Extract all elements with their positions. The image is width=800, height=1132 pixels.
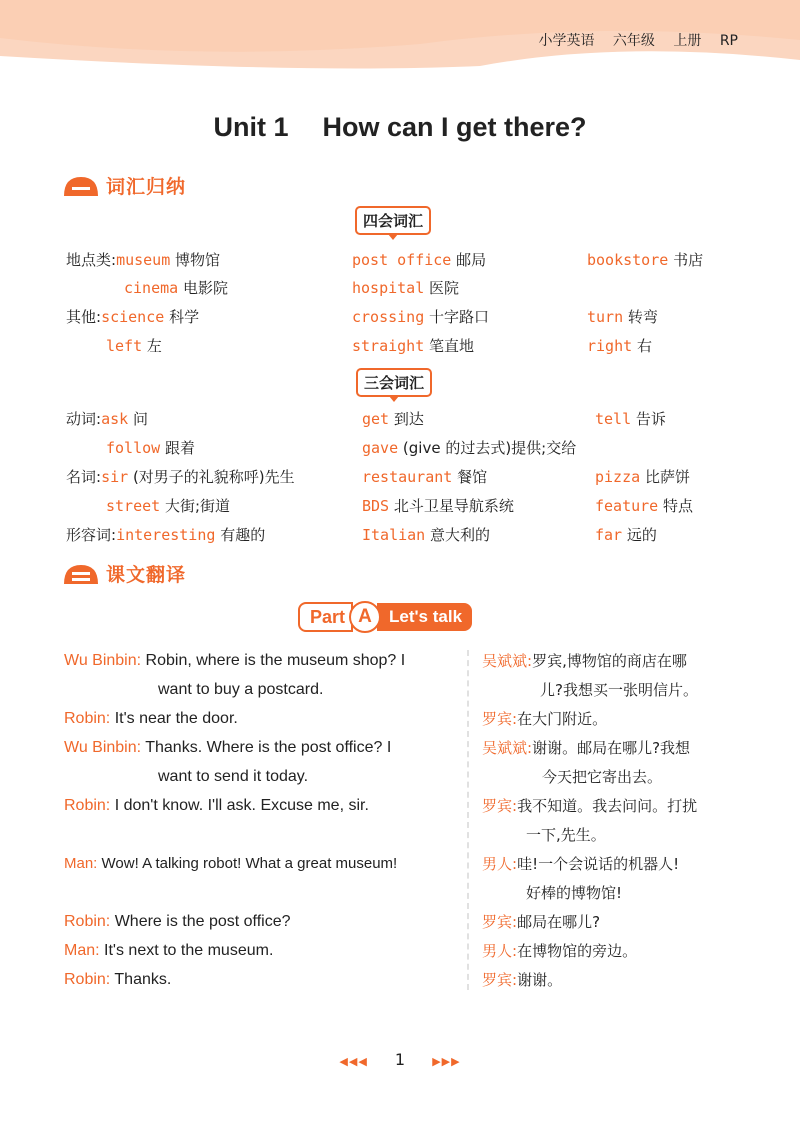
dialogue-line: [64, 646, 464, 675]
dialogue-line: [64, 936, 273, 965]
vocab-row: [595, 466, 690, 487]
speaker-name: 吴斌斌:: [482, 739, 533, 757]
section-two-icon: [62, 562, 100, 586]
vocab-row: [124, 277, 228, 298]
section-vocab-title: 词汇归纳: [106, 176, 187, 198]
category-prefix: 动词:: [66, 410, 102, 428]
vocab-row: [595, 524, 657, 545]
line-text: 谢谢。: [517, 971, 563, 989]
speaker-name: Wu Binbin:: [64, 652, 142, 669]
vocab-row: [66, 408, 148, 429]
column-divider: [467, 650, 469, 990]
word-cn: 餐馆: [457, 468, 488, 486]
word-cn: 比萨饼: [644, 468, 690, 486]
translation-line: [482, 705, 607, 734]
unit-title: [0, 112, 800, 143]
word-cn: 到达: [393, 410, 424, 428]
word-cn: 意大利的: [430, 526, 491, 544]
vocab-row: [362, 524, 490, 545]
word-cn: 大街;街道: [164, 497, 231, 515]
prev-arrows-icon: ◀◀◀: [339, 1055, 368, 1068]
vocab-row: [352, 277, 459, 298]
four-skill-badge: 四会词汇: [355, 206, 431, 235]
word-cn: 转弯: [627, 308, 658, 326]
vocab-row: [106, 335, 162, 356]
translation-line: [482, 937, 637, 966]
word-en: feature: [595, 497, 659, 515]
word-en: left: [106, 337, 143, 355]
word-en: cinema: [124, 279, 179, 297]
translation-line: [482, 734, 690, 763]
vocab-row: [106, 437, 195, 458]
section-translation-heading: [62, 560, 186, 587]
word-cn: 告诉: [635, 410, 666, 428]
word-en: straight: [352, 337, 425, 355]
dialogue-line-cont: want to send it today.: [158, 768, 309, 785]
word-en: get: [362, 410, 390, 428]
vocab-row: [66, 249, 220, 270]
dialogue-line: [64, 733, 391, 762]
book-info: [524, 30, 738, 50]
line-text: 邮局在哪儿?: [517, 913, 601, 931]
speaker-name: Wu Binbin:: [64, 739, 142, 756]
grade-label: 六年级: [612, 33, 655, 49]
word-en: crossing: [352, 308, 425, 326]
dialogue-line: [64, 965, 171, 994]
vocab-row: [66, 306, 199, 327]
word-cn: 北斗卫星导航系统: [393, 497, 514, 515]
word-cn: 电影院: [182, 279, 228, 297]
word-cn: 医院: [429, 279, 460, 297]
edition-label: RP: [719, 33, 738, 49]
speaker-name: 男人:: [482, 855, 518, 873]
line-text: Where is the post office?: [114, 913, 291, 930]
word-en: science: [101, 308, 165, 326]
part-banner: [298, 600, 472, 634]
word-cn: (对男子的礼貌称呼)先生: [132, 468, 295, 486]
line-text: It's near the door.: [114, 710, 238, 727]
speaker-name: Man:: [64, 942, 100, 959]
line-text: 我不知道。我去问问。打扰: [517, 797, 698, 815]
word-en: hospital: [352, 279, 425, 297]
word-en: tell: [595, 410, 632, 428]
translation-line: [482, 792, 697, 821]
line-text: 哇!一个会说话的机器人!: [517, 855, 680, 873]
word-cn: 特点: [663, 497, 694, 515]
category-prefix: 名词:: [66, 468, 102, 486]
dialogue-line: [64, 907, 291, 936]
category-prefix: 形容词:: [66, 526, 117, 544]
word-cn: 有趣的: [220, 526, 266, 544]
word-en: gave: [362, 439, 399, 457]
line-text: Robin, where is the museum shop? I: [145, 652, 406, 669]
line-text: I don't know. I'll ask. Excuse me, sir.: [114, 797, 369, 814]
unit-number: Unit 1: [213, 112, 289, 142]
speaker-name: Robin:: [64, 971, 111, 988]
word-en: follow: [106, 439, 161, 457]
word-cn: 邮局: [456, 251, 487, 269]
part-name: Let's talk: [377, 603, 472, 631]
word-cn: 书店: [673, 251, 704, 269]
word-en: right: [587, 337, 633, 355]
category-prefix: 其他:: [66, 308, 102, 326]
translation-line: [482, 966, 562, 995]
dialogue-line: [64, 849, 397, 878]
word-en: turn: [587, 308, 624, 326]
line-text: Thanks.: [114, 971, 172, 988]
header-band: [0, 0, 800, 74]
vocab-row: [106, 495, 230, 516]
translation-line: [482, 647, 687, 676]
subject-label: 小学英语: [538, 33, 595, 49]
volume-label: 上册: [673, 33, 702, 49]
vocab-row: [352, 306, 489, 327]
vocab-row: [595, 495, 693, 516]
vocab-row: [352, 249, 486, 270]
speaker-name: 吴斌斌:: [482, 652, 533, 670]
vocab-row: [362, 466, 487, 487]
word-en: Italian: [362, 526, 426, 544]
translation-line-cont: 今天把它寄出去。: [542, 768, 663, 786]
part-letter: A: [349, 601, 381, 633]
translation-line: [482, 908, 600, 937]
translation-line-cont: 一下,先生。: [526, 826, 606, 844]
word-cn: 笔直地: [429, 337, 475, 355]
word-en: BDS: [362, 497, 390, 515]
word-cn: 科学: [169, 308, 200, 326]
speaker-name: 男人:: [482, 942, 518, 960]
line-text: 谢谢。邮局在哪儿?我想: [532, 739, 691, 757]
page-number: 1: [394, 1050, 406, 1069]
line-text: 在大门附近。: [517, 710, 608, 728]
word-en: post office: [352, 251, 452, 269]
speaker-name: Robin:: [64, 710, 111, 727]
line-text: Wow! A talking robot! What a great museum!: [101, 855, 398, 872]
speaker-name: 罗宾:: [482, 913, 518, 931]
line-text: Thanks. Where is the post office? I: [145, 739, 392, 756]
next-arrows-icon: ▶▶▶: [432, 1055, 461, 1068]
dialogue-line: [64, 704, 238, 733]
word-cn: 左: [146, 337, 162, 355]
line-text: 在博物馆的旁边。: [517, 942, 638, 960]
dialogue-line: [64, 791, 369, 820]
vocab-row: [362, 437, 576, 458]
translation-line-cont: 好棒的博物馆!: [526, 884, 623, 902]
word-en: restaurant: [362, 468, 453, 486]
speaker-name: Robin:: [64, 913, 111, 930]
line-text: It's next to the museum.: [104, 942, 274, 959]
speaker-name: 罗宾:: [482, 710, 518, 728]
speaker-name: 罗宾:: [482, 797, 518, 815]
vocab-row: [66, 466, 295, 487]
word-en: street: [106, 497, 161, 515]
translation-line-cont: 儿?我想买一张明信片。: [540, 681, 698, 699]
speaker-name: 罗宾:: [482, 971, 518, 989]
word-cn: 问: [132, 410, 148, 428]
section-one-icon: [62, 174, 100, 198]
word-en: interesting: [116, 526, 216, 544]
vocab-row: [362, 495, 514, 516]
unit-name: How can I get there?: [322, 112, 587, 142]
translation-line: [482, 850, 679, 879]
vocab-row: [66, 524, 265, 545]
vocab-row: [352, 335, 474, 356]
word-en: museum: [116, 251, 171, 269]
vocab-row: [587, 306, 658, 327]
part-label: Part: [298, 602, 353, 632]
word-cn: 十字路口: [429, 308, 490, 326]
dialogue-line-cont: want to buy a postcard.: [158, 681, 324, 698]
category-prefix: 地点类:: [66, 251, 117, 269]
word-cn: 跟着: [164, 439, 195, 457]
word-cn: 远的: [626, 526, 657, 544]
word-en: far: [595, 526, 623, 544]
vocab-row: [595, 408, 666, 429]
word-cn: (give 的过去式)提供;交给: [402, 439, 577, 457]
three-skill-badge: 三会词汇: [356, 368, 432, 397]
line-text: 罗宾,博物馆的商店在哪: [532, 652, 687, 670]
vocab-row: [362, 408, 424, 429]
section-vocab-heading: [62, 172, 186, 199]
word-en: ask: [101, 410, 129, 428]
page-footer: [0, 1050, 800, 1069]
word-en: bookstore: [587, 251, 669, 269]
speaker-name: Robin:: [64, 797, 111, 814]
vocab-row: [587, 249, 703, 270]
vocab-row: [587, 335, 652, 356]
section-translation-title: 课文翻译: [106, 564, 187, 586]
word-en: sir: [101, 468, 129, 486]
word-en: pizza: [595, 468, 641, 486]
speaker-name: Man:: [64, 855, 98, 872]
word-cn: 博物馆: [175, 251, 221, 269]
word-cn: 右: [636, 337, 652, 355]
